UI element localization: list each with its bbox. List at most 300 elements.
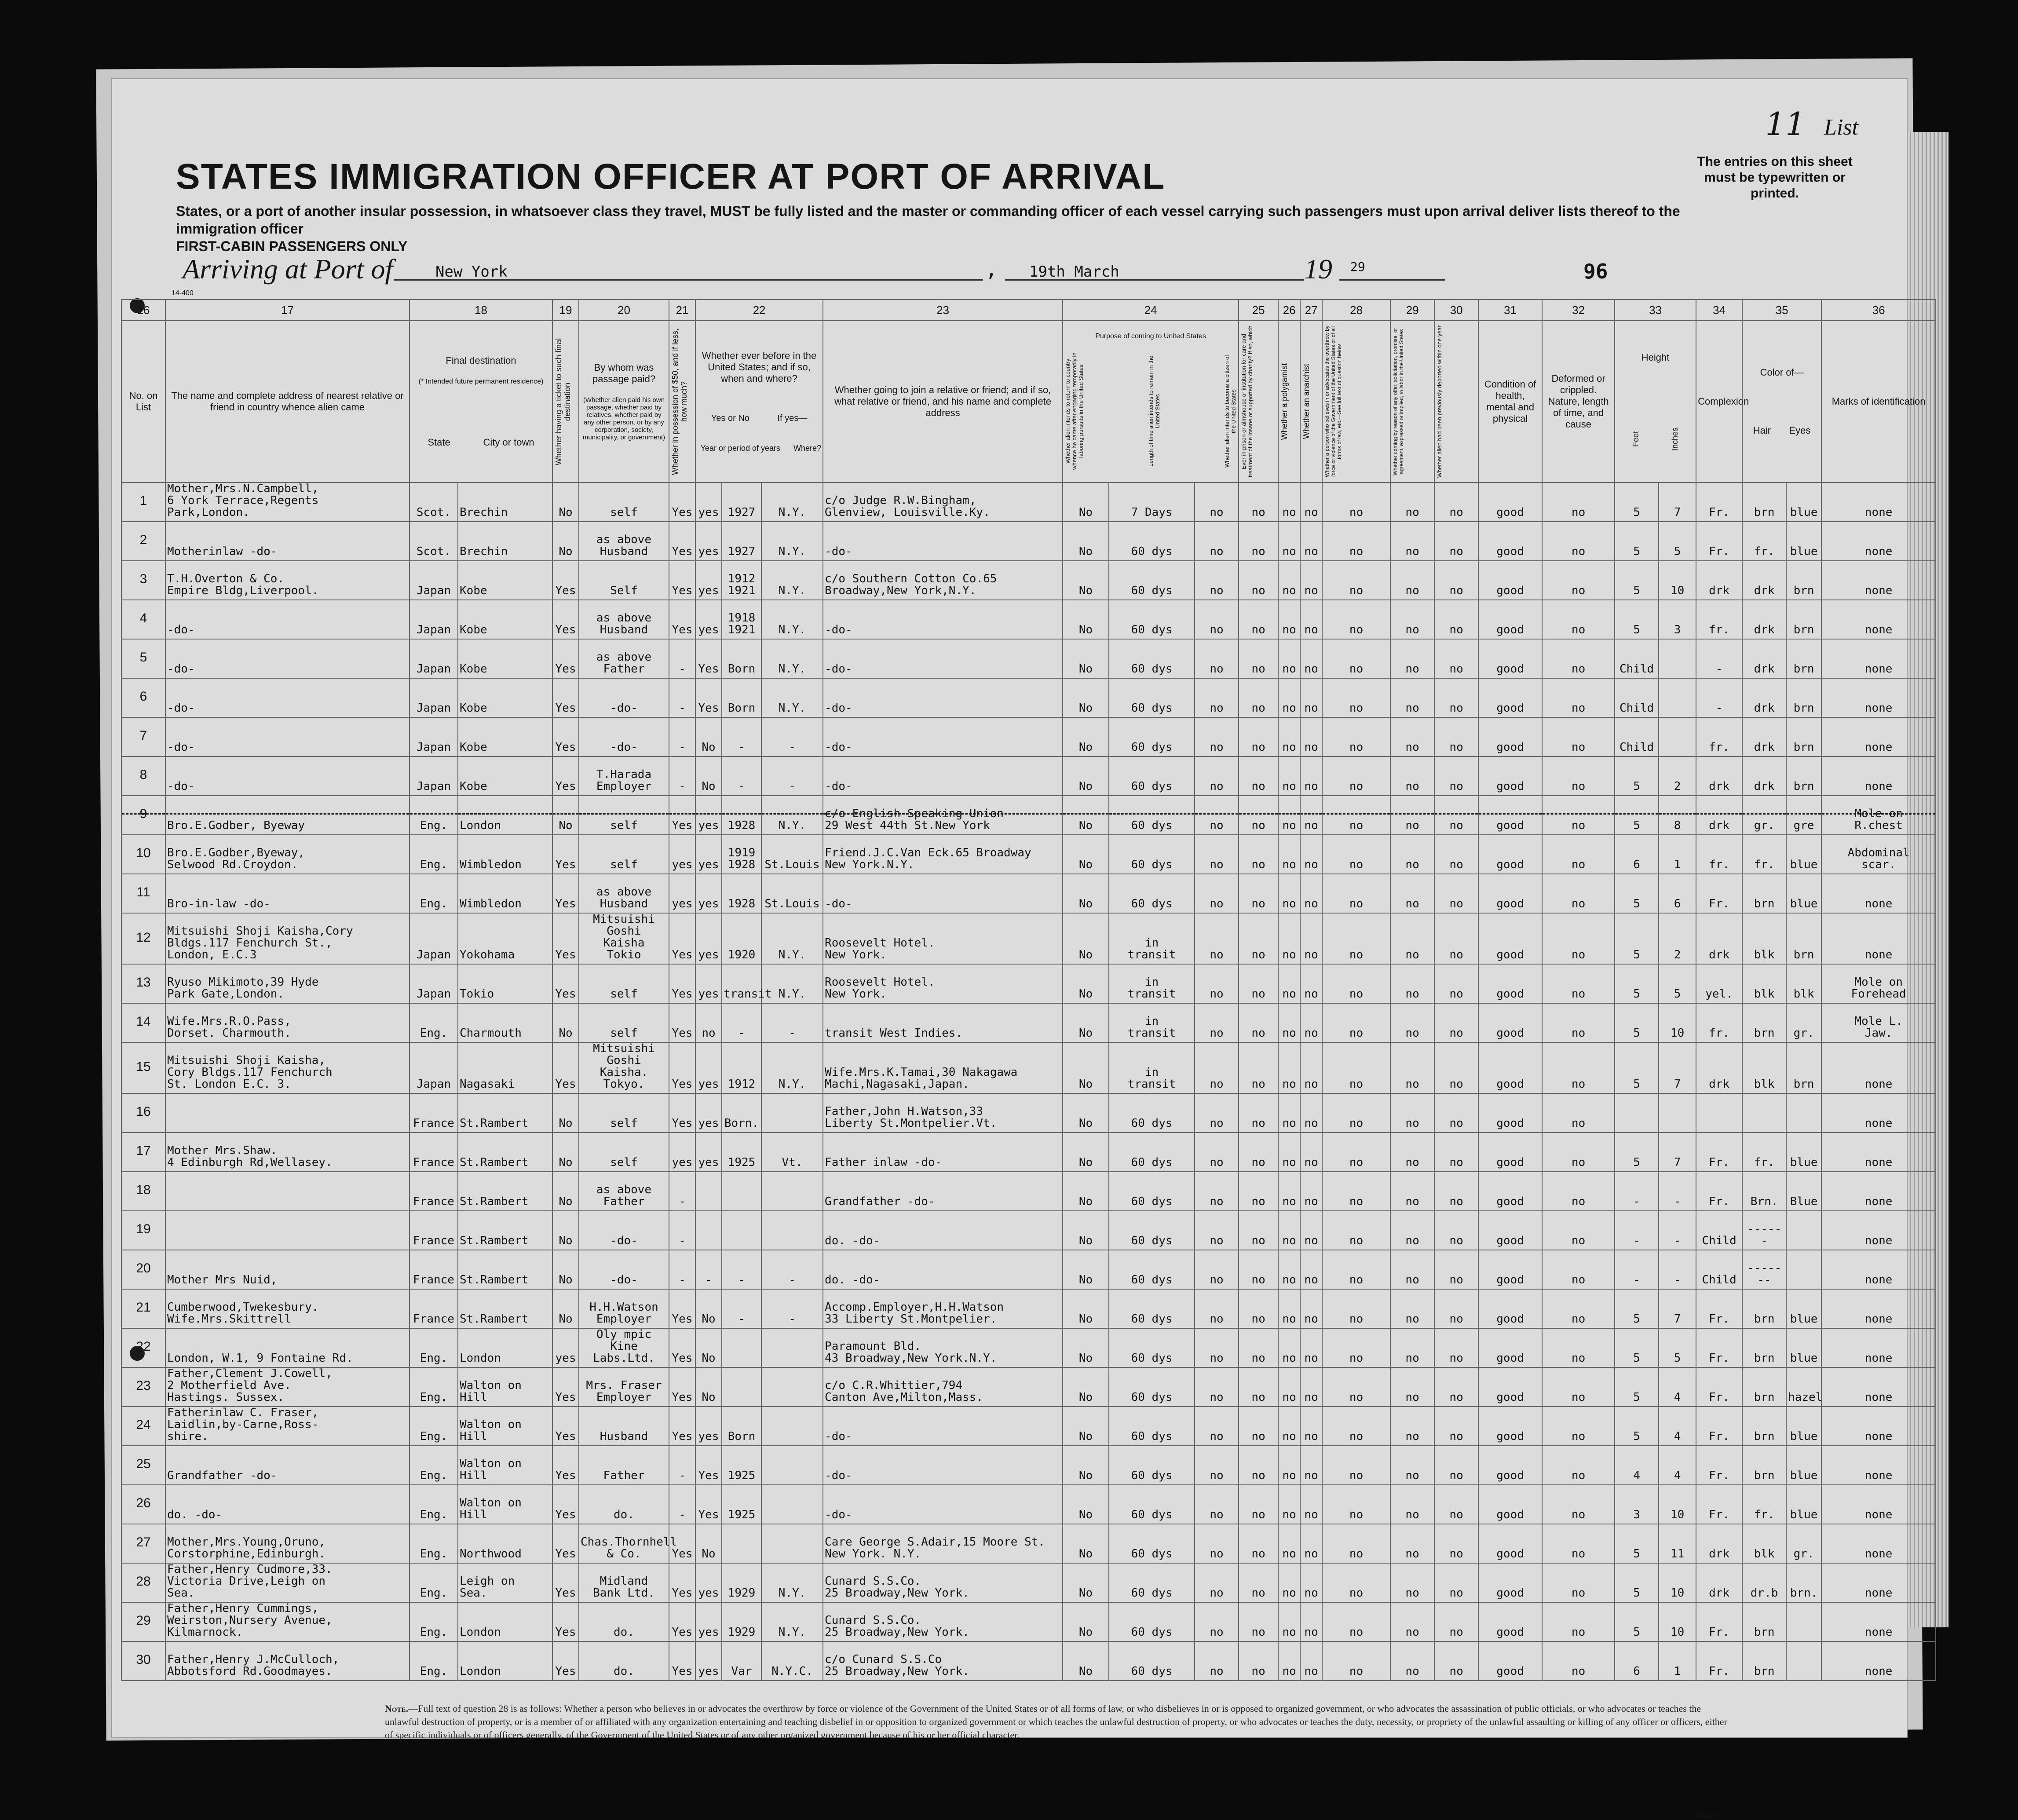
- cell-return: No: [1063, 1367, 1109, 1407]
- cell-marks: none: [1821, 717, 1936, 757]
- cell-paid: Chas.Thornhell & Co.: [579, 1524, 669, 1563]
- cell-c26: no: [1278, 1133, 1300, 1172]
- cell-where: N.Y.: [761, 678, 823, 717]
- cell-state: Scot.: [409, 482, 458, 522]
- cell-joining: -do-: [823, 1407, 1063, 1446]
- cell-hair: brn: [1742, 482, 1786, 522]
- table-row: [121, 1602, 1936, 1641]
- cell-c26: no: [1278, 1602, 1300, 1641]
- cell-c27: no: [1300, 964, 1322, 1003]
- cell-relative: [165, 1172, 409, 1211]
- cell-inches: 10: [1659, 1602, 1696, 1641]
- cell-relative: Ryuso Mikimoto,39 Hyde Park Gate,London.: [165, 964, 409, 1003]
- cell-c27: no: [1300, 1563, 1322, 1602]
- cell-state: Eng.: [409, 1641, 458, 1681]
- cell-c30: no: [1434, 1211, 1478, 1250]
- cell-fifty: Yes: [669, 1641, 695, 1681]
- cell-c26: no: [1278, 1042, 1300, 1093]
- cell-deformed: no: [1542, 561, 1615, 600]
- table-row: [121, 717, 1936, 757]
- cell-c25: no: [1239, 1211, 1278, 1250]
- cell-c27: no: [1300, 1042, 1322, 1093]
- cell-eyes: blue: [1786, 1485, 1821, 1524]
- cell-eyes: Blue: [1786, 1172, 1821, 1211]
- cell-where: [761, 1485, 823, 1524]
- cell-complexion: [1696, 1093, 1742, 1133]
- cell-relative: Bro-in-law -do-: [165, 874, 409, 913]
- cell-paid: Mrs. Fraser Employer: [579, 1367, 669, 1407]
- cell-c26: no: [1278, 1641, 1300, 1681]
- cell-c29: no: [1390, 561, 1434, 600]
- cell-city: Kobe: [458, 717, 552, 757]
- cell-c26: no: [1278, 522, 1300, 561]
- cell-ticket: No: [552, 482, 579, 522]
- cell-eyes: brn: [1786, 757, 1821, 796]
- cell-c29: no: [1390, 1641, 1434, 1681]
- cell-return: No: [1063, 1524, 1109, 1563]
- cell-relative: -do-: [165, 757, 409, 796]
- table-row: [121, 1093, 1936, 1133]
- cell-fifty: Yes: [669, 1602, 695, 1641]
- cell-c25: no: [1239, 717, 1278, 757]
- cell-inches: 4: [1659, 1407, 1696, 1446]
- cell-deformed: no: [1542, 1524, 1615, 1563]
- cell-complexion: Fr.: [1696, 1289, 1742, 1328]
- cell-marks: none: [1821, 913, 1936, 964]
- cell-fifty: Yes: [669, 600, 695, 639]
- cell-return: No: [1063, 1289, 1109, 1328]
- cell-c29: no: [1390, 835, 1434, 874]
- cell-relative: Father,Henry Cummings, Weirston,Nursery Avenue, Kilmarnock.: [165, 1602, 409, 1641]
- col-polygamist: Whether a polygamist: [1278, 321, 1300, 482]
- cell-relative: Wife.Mrs.R.O.Pass, Dorset. Charmouth.: [165, 1003, 409, 1042]
- cell-joining: -do-: [823, 522, 1063, 561]
- cell-feet: 5: [1615, 757, 1659, 796]
- cell-eyes: [1786, 1211, 1821, 1250]
- cell-length: 60 dys: [1109, 1524, 1195, 1563]
- footnote-question-28: [385, 1702, 1731, 1742]
- cell-before: yes: [695, 522, 722, 561]
- cell-fifty: Yes: [669, 1093, 695, 1133]
- cell-eyes: blue: [1786, 1328, 1821, 1367]
- cell-relative: Mother Mrs Nuid,: [165, 1250, 409, 1289]
- cell-c28: no: [1322, 913, 1390, 964]
- cell-citizen: no: [1195, 913, 1239, 964]
- cell-citizen: no: [1195, 482, 1239, 522]
- cell-c25: no: [1239, 1093, 1278, 1133]
- cell-fifty: Yes: [669, 1003, 695, 1042]
- cell-length: 60 dys: [1109, 639, 1195, 678]
- cell-length: 60 dys: [1109, 757, 1195, 796]
- cell-state: France: [409, 1093, 458, 1133]
- cell-hair: gr.: [1742, 796, 1786, 835]
- cell-eyes: blue: [1786, 874, 1821, 913]
- cell-city: Charmouth: [458, 1003, 552, 1042]
- cell-c29: no: [1390, 678, 1434, 717]
- cell-c26: no: [1278, 1211, 1300, 1250]
- cell-inches: 5: [1659, 522, 1696, 561]
- cell-length: in transit: [1109, 964, 1195, 1003]
- cell-city: Kobe: [458, 757, 552, 796]
- manifest-table: [121, 299, 1936, 1681]
- cell-c26: no: [1278, 874, 1300, 913]
- cell-c26: no: [1278, 1289, 1300, 1328]
- cell-before: No: [695, 1328, 722, 1367]
- cell-relative: London, W.1, 9 Fontaine Rd.: [165, 1328, 409, 1367]
- cell-length: 7 Days: [1109, 482, 1195, 522]
- cell-hair: fr.: [1742, 835, 1786, 874]
- cell-return: No: [1063, 717, 1109, 757]
- cell-citizen: no: [1195, 964, 1239, 1003]
- cell-joining: c/o English Speaking Union 29 West 44th St.New York: [823, 796, 1063, 835]
- table-row: [121, 835, 1936, 874]
- cell-marks: none: [1821, 1407, 1936, 1446]
- cell-feet: 5: [1615, 964, 1659, 1003]
- cell-before: Yes: [695, 1446, 722, 1485]
- cell-c30: no: [1434, 600, 1478, 639]
- cell-state: Eng.: [409, 874, 458, 913]
- cell-return: No: [1063, 639, 1109, 678]
- cell-eyes: brn.: [1786, 1563, 1821, 1602]
- cell-hair: brn: [1742, 1289, 1786, 1328]
- cell-paid: Oly mpic Kine Labs.Ltd.: [579, 1328, 669, 1367]
- cell-year: Born: [722, 1407, 761, 1446]
- cell-where: -: [761, 1003, 823, 1042]
- cell-where: N.Y.: [761, 1042, 823, 1093]
- cell-c30: no: [1434, 1133, 1478, 1172]
- cell-c29: no: [1390, 913, 1434, 964]
- cell-c25: no: [1239, 874, 1278, 913]
- form-code-bottom: 14-400: [1696, 1812, 1718, 1820]
- cell-where: N.Y.: [761, 964, 823, 1003]
- cell-c25: no: [1239, 1042, 1278, 1093]
- col-25: Ever in prison or almshouse or institution for care and treatment of the insane or supported by charity? If so, which: [1239, 321, 1278, 482]
- cell-marks: none: [1821, 678, 1936, 717]
- cell-paid: as above Husband: [579, 600, 669, 639]
- cell-joining: -do-: [823, 600, 1063, 639]
- cell-length: 60 dys: [1109, 1641, 1195, 1681]
- cell-eyes: hazel: [1786, 1367, 1821, 1407]
- cell-hair: brn: [1742, 1641, 1786, 1681]
- cell-fifty: -: [669, 1446, 695, 1485]
- cell-marks: none: [1821, 1328, 1936, 1367]
- cell-relative: [165, 1211, 409, 1250]
- cell-state: France: [409, 1211, 458, 1250]
- cell-year: 1925: [722, 1133, 761, 1172]
- cell-joining: -do-: [823, 1485, 1063, 1524]
- cell-where: St.Louis: [761, 874, 823, 913]
- strikethrough-line: [722, 813, 761, 815]
- cell-hair: Brn.: [1742, 1172, 1786, 1211]
- cell-complexion: -: [1696, 678, 1742, 717]
- cell-length: 60 dys: [1109, 1602, 1195, 1641]
- cell-c28: no: [1322, 1367, 1390, 1407]
- cell-length: 60 dys: [1109, 678, 1195, 717]
- cell-hair: drk: [1742, 678, 1786, 717]
- cell-before: yes: [695, 1641, 722, 1681]
- cell-citizen: no: [1195, 1093, 1239, 1133]
- cell-c28: no: [1322, 1328, 1390, 1367]
- cell-no: 23: [121, 1367, 165, 1407]
- cell-citizen: no: [1195, 717, 1239, 757]
- cell-inches: [1659, 1093, 1696, 1133]
- cell-c26: no: [1278, 796, 1300, 835]
- cell-c26: no: [1278, 678, 1300, 717]
- cell-citizen: no: [1195, 874, 1239, 913]
- cell-complexion: Fr.: [1696, 1602, 1742, 1641]
- cell-feet: -: [1615, 1211, 1659, 1250]
- cell-c30: no: [1434, 1407, 1478, 1446]
- sheet-code: 96: [1583, 259, 1608, 283]
- cell-deformed: no: [1542, 1289, 1615, 1328]
- cell-city: Tokio: [458, 964, 552, 1003]
- cell-before: yes: [695, 1093, 722, 1133]
- cell-deformed: no: [1542, 1446, 1615, 1485]
- col-relative: The name and complete address of nearest relative or friend in country whence alien came: [165, 321, 409, 482]
- cell-c28: no: [1322, 1042, 1390, 1093]
- cell-city: Walton on Hill: [458, 1485, 552, 1524]
- cell-citizen: no: [1195, 1407, 1239, 1446]
- cell-year: [722, 1524, 761, 1563]
- cell-city: Leigh on Sea.: [458, 1563, 552, 1602]
- cell-deformed: no: [1542, 1641, 1615, 1681]
- cell-c29: no: [1390, 600, 1434, 639]
- cell-c30: no: [1434, 1641, 1478, 1681]
- cell-relative: -do-: [165, 678, 409, 717]
- cell-inches: [1659, 678, 1696, 717]
- cell-citizen: no: [1195, 1250, 1239, 1289]
- cell-marks: none: [1821, 1042, 1936, 1093]
- strikethrough-line: [1239, 813, 1278, 815]
- cell-city: St.Rambert: [458, 1250, 552, 1289]
- cell-state: France: [409, 1172, 458, 1211]
- cell-where: [761, 1446, 823, 1485]
- table-row: [121, 1563, 1936, 1602]
- cell-no: 3: [121, 561, 165, 600]
- cell-c30: no: [1434, 561, 1478, 600]
- cell-c26: no: [1278, 1367, 1300, 1407]
- cell-c25: no: [1239, 639, 1278, 678]
- cell-c30: no: [1434, 757, 1478, 796]
- cell-c30: no: [1434, 835, 1478, 874]
- cell-state: Japan: [409, 1042, 458, 1093]
- cell-inches: [1659, 639, 1696, 678]
- cell-paid: as above Husband: [579, 522, 669, 561]
- cell-where: [761, 1328, 823, 1367]
- cell-c28: no: [1322, 1003, 1390, 1042]
- cell-relative: Bro.E.Godber, Byeway: [165, 796, 409, 835]
- cell-c27: no: [1300, 835, 1322, 874]
- cell-hair: drk: [1742, 717, 1786, 757]
- cell-c26: no: [1278, 1446, 1300, 1485]
- cell-ticket: No: [552, 1003, 579, 1042]
- cell-c27: no: [1300, 717, 1322, 757]
- cell-c27: no: [1300, 561, 1322, 600]
- cell-inches: 1: [1659, 1641, 1696, 1681]
- cell-complexion: drk: [1696, 913, 1742, 964]
- cell-paid: self: [579, 835, 669, 874]
- cell-marks: none: [1821, 1641, 1936, 1681]
- cell-inches: 10: [1659, 1563, 1696, 1602]
- cell-feet: 3: [1615, 1485, 1659, 1524]
- cell-return: No: [1063, 874, 1109, 913]
- cell-return: No: [1063, 600, 1109, 639]
- cell-c26: no: [1278, 600, 1300, 639]
- cell-length: 60 dys: [1109, 1289, 1195, 1328]
- cell-year: -: [722, 1250, 761, 1289]
- cell-city: Walton on Hill: [458, 1407, 552, 1446]
- cell-joining: -do-: [823, 639, 1063, 678]
- cell-year: 1928: [722, 874, 761, 913]
- cell-joining: c/o C.R.Whittier,794 Canton Ave,Milton,Mass.: [823, 1367, 1063, 1407]
- cell-ticket: Yes: [552, 1602, 579, 1641]
- cell-deformed: no: [1542, 639, 1615, 678]
- cell-hair: ------: [1742, 1211, 1786, 1250]
- cell-where: -: [761, 757, 823, 796]
- cell-deformed: no: [1542, 874, 1615, 913]
- cell-citizen: no: [1195, 1641, 1239, 1681]
- cell-c29: no: [1390, 964, 1434, 1003]
- cell-c28: no: [1322, 717, 1390, 757]
- cell-eyes: blue: [1786, 1133, 1821, 1172]
- cell-no: 29: [121, 1602, 165, 1641]
- cell-where: Vt.: [761, 1133, 823, 1172]
- cell-complexion: Child: [1696, 1250, 1742, 1289]
- cell-c25: no: [1239, 1446, 1278, 1485]
- cell-c30: no: [1434, 1289, 1478, 1328]
- cell-c29: no: [1390, 1328, 1434, 1367]
- cell-paid: -do-: [579, 1250, 669, 1289]
- cell-joining: Cunard S.S.Co. 25 Broadway,New York.: [823, 1602, 1063, 1641]
- cell-year: -: [722, 757, 761, 796]
- col-28: Whether a person who believes in or advocates the overthrow by force or violence of the Government of the United States or of all forms of law, etc.—See full text of question below: [1322, 321, 1390, 482]
- cell-joining: Father inlaw -do-: [823, 1133, 1063, 1172]
- cell-c28: no: [1322, 639, 1390, 678]
- cell-ticket: yes: [552, 1328, 579, 1367]
- cell-deformed: no: [1542, 1042, 1615, 1093]
- cell-relative: Father,Henry J.McCulloch, Abbotsford Rd.Goodmayes.: [165, 1641, 409, 1681]
- cell-where: N.Y.: [761, 1563, 823, 1602]
- cell-hair: brn: [1742, 1407, 1786, 1446]
- cell-joining: -do-: [823, 717, 1063, 757]
- cell-year: -: [722, 1003, 761, 1042]
- cell-citizen: no: [1195, 1172, 1239, 1211]
- cell-ticket: No: [552, 1211, 579, 1250]
- cell-c29: no: [1390, 482, 1434, 522]
- cell-hair: blk: [1742, 1524, 1786, 1563]
- cell-state: Japan: [409, 600, 458, 639]
- page-title: STATES IMMIGRATION OFFICER AT PORT OF ARRIVAL: [176, 157, 1166, 197]
- cell-c25: no: [1239, 1328, 1278, 1367]
- cell-c29: no: [1390, 717, 1434, 757]
- cell-no: 21: [121, 1289, 165, 1328]
- cell-health: good: [1478, 639, 1542, 678]
- cell-c29: no: [1390, 1407, 1434, 1446]
- cell-before: yes: [695, 964, 722, 1003]
- cell-return: No: [1063, 1250, 1109, 1289]
- cell-marks: none: [1821, 1563, 1936, 1602]
- cell-before: Yes: [695, 1485, 722, 1524]
- cell-c29: no: [1390, 1093, 1434, 1133]
- cell-year: 1912: [722, 1042, 761, 1093]
- cell-ticket: No: [552, 1133, 579, 1172]
- cell-marks: none: [1821, 561, 1936, 600]
- cell-joining: Care George S.Adair,15 Moore St. New York. N.Y.: [823, 1524, 1063, 1563]
- cell-joining: Roosevelt Hotel. New York.: [823, 964, 1063, 1003]
- col-no-on-list: No. on List: [121, 321, 165, 482]
- cell-where: St.Louis: [761, 835, 823, 874]
- col-30: Whether alien had been previously deported within one year: [1434, 321, 1478, 482]
- col-paid-by: By whom was passage paid? (Whether alien paid his own passage, whether paid by relatives, whether paid by any other person, or by any corporation, society, municipality, or government): [579, 321, 669, 482]
- col-anarchist: Whether an anarchist: [1300, 321, 1322, 482]
- cell-length: 60 dys: [1109, 874, 1195, 913]
- cell-citizen: no: [1195, 1563, 1239, 1602]
- cell-fifty: Yes: [669, 964, 695, 1003]
- cell-feet: 5: [1615, 561, 1659, 600]
- cell-eyes: [1786, 1250, 1821, 1289]
- cell-c30: no: [1434, 717, 1478, 757]
- cell-eyes: brn: [1786, 639, 1821, 678]
- table-row: [121, 1042, 1936, 1093]
- cell-citizen: no: [1195, 1289, 1239, 1328]
- cell-where: [761, 1211, 823, 1250]
- cell-c30: no: [1434, 1093, 1478, 1133]
- cell-health: good: [1478, 1485, 1542, 1524]
- cell-joining: -do-: [823, 1446, 1063, 1485]
- strikethrough-line: [166, 813, 409, 815]
- year-rule: [1339, 279, 1445, 281]
- cell-inches: 10: [1659, 1003, 1696, 1042]
- cell-c28: no: [1322, 1133, 1390, 1172]
- manifest-sheet: List 11 The entries on this sheet must be typewritten or printed. STATES IMMIGRATION OFFICER AT PORT OF ARRIVAL States, or a port of another insular possession, in whatsoever class they travel, MUST be fully listed and the master or commanding officer of each vessel carrying such passengers must upon arrival deliver lists thereof to the immigration officer FIRST-CABIN PASSENGERS ONLY Arriving at Port of New York , 19th March 19 29 96 14-400 16 17 18 19 20 21 22 23 24 25 26 27 28 29 30 31 32 33 34 35 36 No. on List The name and complete address of nearest relative or friend in country whence alien came Final destination (* Intended future permanent residence) State City or town Whether having a ticket to such final destination By whom was passage paid? (Whether alien paid his own passage, whether paid by relatives, whether paid by any other person, or by any corporation, society, municipality, or government) Whether in possession of $50, and if less, how much? Whether ever before in the United States; and if so, when and where? Yes or No If yes— Year or period of years Where? Whether going to join a relative or friend; and if so, what relative or friend, and his name and complete address Purpose of coming to United States Whether alien intends to return to country whence he came after engaging temporarily in laboring pursuits in the United States Length of time alien intends to remain in the United States Whether alien intends to become a citizen of the United States Ever in prison or almshouse or institution for care and treatment of the insane or supported by charity? If so, which Whether a polygamist Whether an anarchist Whether a person who believes in or advocates the overthrow by force or violence of the Government of the United States or of all forms of law, etc.—See full text of question below Whether coming by reason of any offer, solicitation, promise, or agreement, expressed or implied, to labor in the United States Whether alien had been previously deported within one year Condition of health, mental and physical Deformed or crippled. Nature, length of time, and cause Height Feet Inches Complexion Color of— Hair Eyes Marks of identification 1 Mother,Mrs.N.Campbell, 6 York Terrace,Regents Park,London. Scot. Brechin No self Yes yes 1927 N.Y. c/o Judge R.W.Bingham, Glenview, Louisville.Ky. No 7 Days no no no no no no no good no 5 7 Fr. brn blue none 2 Motherinlaw -do- Scot. Brechin No as above Husband Yes yes 1927 N.Y. -do- No 60 dys no no no no no no no good no 5 5 Fr. fr. blue none 3 T.H.Overton & Co. Empire Bldg,Liverpool. Japan Kobe Yes Self Yes yes 1912 1921 N.Y. c/o Southern Cotton Co.65 Broadway,New York,N.Y. No 60 dys no no no no no no no good no 5 10 drk drk brn none 4 -do- Japan Kobe Yes as above Husband Yes yes 1918 1921 N.Y. -do- No 60 dys no no no no no no no good no 5 3 fr. drk brn none 5 -do- Japan Kobe Yes as above Father - Yes Born N.Y. -do- No 60 dys no no no no no no no good no Child - drk brn none 6 -do- Japan Kobe Yes -do- - Yes Born N.Y. -do- No 60 dys no no no no no no no good no Child - drk brn none 7 -do- Japan Kobe Yes -do- - No - - -do- No 60 dys no no no no no no no good no Child fr. drk brn none 8 -do- Japan Kobe Yes T.Harada Employer - No - - -do- No 60 dys no no no no no no no good no 5 2 drk drk brn none 9 Bro.E.Godber, Byeway Eng. London No self Yes yes 1928 N.Y. c/o English Speaking Union 29 West 44th St.New York No 60 dys no no no no no no no good no 5 8 drk gr. gre Mole on R.chest 10 Bro.E.Godber,Byeway, Selwood Rd.Croydon. Eng. Wimbledon Yes self yes yes 1919 1928 St.Louis Friend.J.C.Van Eck.65 Broadway New York.N.Y. No 60 dys no no no no no no no good no 6 1 fr. fr. blue Abdominal scar. 11 Bro-in-law -do- Eng. Wimbledon Yes as above Husband yes yes 1928 St.Louis -do- No 60 dys no no no no no no no good no 5 6 Fr. brn blue none 12 Mitsuishi Shoji Kaisha,Cory Bldgs.117 Fenchurch St., London, E.C.3 Japan Yokohama Yes Mitsuishi Goshi Kaisha Tokio Yes yes 1920 N.Y. Roosevelt Hotel. New York. No in transit no no no no no no no good no 5 2 drk blk brn none 13 Ryuso Mikimoto,39 Hyde Park Gate,London. Japan Tokio Yes self Yes yes transit N.Y. Roosevelt Hotel. New York. No in transit no no no no no no no good no 5 5 yel. blk blk Mole on Forehead 14 Wife.Mrs.R.O.Pass, Dorset. Charmouth. Eng. Charmouth No self Yes no - - transit West Indies. No in transit no no no no no no no good no 5 10 fr. brn gr. Mole L. Jaw. 15 Mitsuishi Shoji Kaisha, Cory Bldgs.117 Fenchurch St. London E.C. 3. Japan Nagasaki Yes Mitsuishi Goshi Kaisha. Tokyo. Yes yes 1912 N.Y. Wife.Mrs.K.Tamai,30 Nakagawa Machi,Nagasaki,Japan. No in transit no no no no no no no good no 5 7 drk blk brn none 16 France St.Rambert No self Yes yes Born. Father,John H.Watson,33 Liberty St.Montpelier.Vt. No 60 dys no no no no no no no good no none 17 Mother Mrs.Shaw. 4 Edinburgh Rd,Wellasey. France St.Rambert No self yes yes 1925 Vt. Father inlaw -do- No 60 dys no no no no no no no good no 5 7 Fr. fr. blue none 18 France St.Rambert No as above Father - Grandfather -do- No 60 dys no no no no no no no good no - - Fr. Brn. Blue none 19 France St.Rambert No -do- - do. -do- No 60 dys no no no no no no no good no - - Child ------ none 20 Mother Mrs Nuid, France St.Rambert No -do- - - - - do. -do- No 60 dys no no no no no no no good no - - Child ------- none 21 Cumberwood,Twekesbury. Wife.Mrs.Skittrell France St.Rambert No H.H.Watson Employer Yes No - - Accomp.Employer,H.H.Watson 33 Liberty St.Montpelier. No 60 dys no no no no no no no good no 5 7 Fr. brn blue none 22 London, W.1, 9 Fontaine Rd. Eng. London yes Oly mpic Kine Labs.Ltd. Yes No Paramount Bld. 43 Broadway,New York.N.Y. No 60 dys no no no no no no no good no 5 5 Fr. brn blue none 23 Father,Clement J.Cowell, 2 Motherfield Ave. Hastings. Sussex. Eng. Walton on Hill Yes Mrs. Fraser Employer Yes No c/o C.R.Whittier,794 Canton Ave,Milton,Mass. No 60 dys no no no no no no no good no 5 4 Fr. brn hazel none 24 Fatherinlaw C. Fraser, Laidlin,by-Carne,Ross- shire. Eng. Walton on Hill Yes Husband Yes yes Born -do- No 60 dys no no no no no no no good no 5 4 Fr. brn blue none 25 Grandfather -do- Eng. Walton on Hill Yes Father - Yes 1925 -do- No 60 dys no no no no no no no good no 4 4 Fr. brn blue none 26 do. -do- Eng. Walton on Hill Yes do. - Yes 1925 -do- No 60 dys no no no no no no no good no 3 10 Fr. fr. blue none 27 Mother,Mrs.Young,Oruno, Corstorphine,Edinburgh. Eng. Northwood Yes Chas.Thornhell & Co. Yes No Care George S.Adair,15 Moore St. New York. N.Y. No 60 dys no no no no no no no good no 5 11 drk blk gr. none 28 Father,Henry Cudmore,33. Victoria Drive,Leigh on Sea. Eng. Leigh on Sea. Yes Midland Bank Ltd. Yes yes 1929 N.Y. Cunard S.S.Co. 25 Broadway,New York. No 60 dys no no no no no no no good no 5 10 drk dr.b brn. none 29 Father,Henry Cummings, Weirston,Nursery Avenue, Kilmarnock. Eng. London Yes do. Yes yes 1929 N.Y. Cunard S.S.Co. 25 Broadway,New York. No 60 dys no no no no no no no good no 5 10 Fr. brn none 30 Father,Henry J.McCulloch, Abbotsford Rd.Goodmayes. Eng. London Yes do. Yes yes Var N.Y.C. c/o Cunard S.S.Co 25 Broadway,New York. No 60 dys no no no no no no no good no 6 1 Fr. brn none Note.—Full text of question 28 is as follows: Whether a person who believes in or advocates the overthrow by force or violence of the Government of the United States or of all forms of law, or who disbelieves in or is opposed to organized government, or who advocates the assassination of public officials, or who advocates or teaches the unlawful destruction of property, or is a member of or affiliated with any organization entertaining and teaching disbelief in or opposition to organized government or which teaches the unlawful destruction of property, or who advocates or teaches the duty, necessity, or propriety of the unlawful assaulting or killing of any officer or officers, either of specific individuals or of officers generally, of the Government of the United States or of any other organized government because of his or her official character. 14-400: [112, 79, 1907, 1737]
- cell-citizen: no: [1195, 522, 1239, 561]
- cell-joining: c/o Cunard S.S.Co 25 Broadway,New York.: [823, 1641, 1063, 1681]
- footnote-label: Note.: [385, 1703, 409, 1714]
- cell-where: N.Y.: [761, 522, 823, 561]
- cell-return: No: [1063, 1407, 1109, 1446]
- cell-state: Eng.: [409, 1485, 458, 1524]
- cell-c27: no: [1300, 1003, 1322, 1042]
- cell-ticket: Yes: [552, 600, 579, 639]
- cell-length: 60 dys: [1109, 717, 1195, 757]
- cell-joining: Friend.J.C.Van Eck.65 Broadway New York.N.Y.: [823, 835, 1063, 874]
- cell-c27: no: [1300, 1133, 1322, 1172]
- cell-where: N.Y.: [761, 639, 823, 678]
- cell-citizen: no: [1195, 1328, 1239, 1367]
- cell-hair: fr.: [1742, 1485, 1786, 1524]
- strikethrough-line: [1391, 813, 1434, 815]
- cell-paid: self: [579, 1133, 669, 1172]
- cell-return: No: [1063, 757, 1109, 796]
- cell-return: No: [1063, 522, 1109, 561]
- cell-c29: no: [1390, 1003, 1434, 1042]
- year-suffix: 29: [1350, 259, 1365, 274]
- table-row: [121, 482, 1936, 522]
- cell-c27: no: [1300, 874, 1322, 913]
- cell-relative: Mitsuishi Shoji Kaisha, Cory Bldgs.117 Fenchurch St. London E.C. 3.: [165, 1042, 409, 1093]
- cell-paid: Mitsuishi Goshi Kaisha Tokio: [579, 913, 669, 964]
- cell-city: Northwood: [458, 1524, 552, 1563]
- cell-c25: no: [1239, 1407, 1278, 1446]
- cell-c29: no: [1390, 639, 1434, 678]
- cell-year: 1927: [722, 482, 761, 522]
- cell-fifty: Yes: [669, 1042, 695, 1093]
- cell-health: good: [1478, 1328, 1542, 1367]
- table-row: [121, 1250, 1936, 1289]
- cell-no: 25: [121, 1446, 165, 1485]
- cell-where: N.Y.: [761, 482, 823, 522]
- cell-deformed: no: [1542, 1563, 1615, 1602]
